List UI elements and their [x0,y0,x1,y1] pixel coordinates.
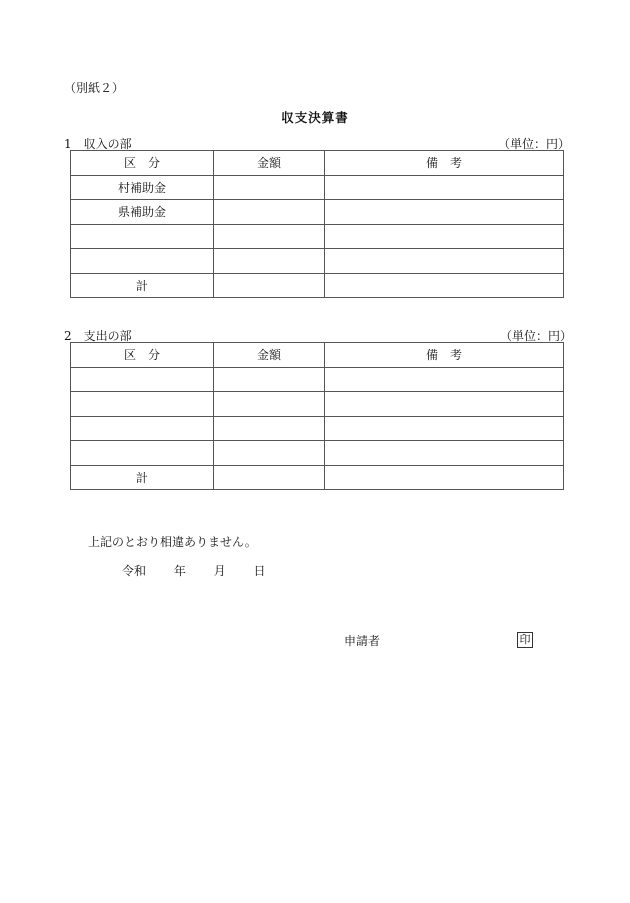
cell-remarks[interactable] [325,392,564,417]
expense-unit-label: （単位：円） [500,329,573,343]
table-row [71,392,564,417]
cell-amount[interactable] [214,175,325,200]
cell-amount[interactable] [214,200,325,225]
cell-total-remarks[interactable] [325,273,564,298]
date-line [122,562,290,579]
cell-amount[interactable] [214,249,325,274]
header-category: 区 分 [71,151,214,176]
table-total-row [71,273,564,298]
cell-amount[interactable] [214,416,325,441]
table-row [71,175,564,200]
cell-amount[interactable] [214,224,325,249]
table-row [71,367,564,392]
seal-mark: 印 [517,632,533,648]
cell-category[interactable] [71,441,214,466]
applicant-label: 申請者 [344,634,381,648]
table-row [71,416,564,441]
header-category: 区 分 [71,343,214,368]
income-table [70,150,564,298]
document-title: 収支決算書 [281,110,349,125]
cell-amount[interactable] [214,367,325,392]
date-era: 令和 [122,564,147,578]
cell-remarks[interactable] [325,200,564,225]
date-year: 年 [173,564,186,578]
table-total-row [71,465,564,490]
table-header-row [71,151,564,176]
cell-total-amount[interactable] [214,465,325,490]
attachment-label: （別紙２） [64,81,125,95]
cell-category[interactable] [71,224,214,249]
cell-total-label: 計 [71,273,214,298]
table-row [71,200,564,225]
cell-total-remarks[interactable] [325,465,564,490]
header-remarks: 備 考 [325,343,564,368]
income-unit-label: （単位：円） [498,137,571,151]
confirmation-statement: 上記のとおり相違ありません。 [88,535,257,549]
cell-remarks[interactable] [325,367,564,392]
table-row [71,249,564,274]
cell-remarks[interactable] [325,175,564,200]
cell-total-amount[interactable] [214,273,325,298]
cell-total-label: 計 [71,465,214,490]
cell-amount[interactable] [214,392,325,417]
table-row [71,441,564,466]
cell-category[interactable] [71,367,214,392]
cell-amount[interactable] [214,441,325,466]
cell-remarks[interactable] [325,249,564,274]
income-section-heading: 1 収入の部 [64,137,132,151]
cell-remarks[interactable] [325,224,564,249]
table-header-row [71,343,564,368]
cell-remarks[interactable] [325,441,564,466]
date-day: 日 [253,564,266,578]
cell-category[interactable] [71,392,214,417]
cell-category[interactable] [71,249,214,274]
date-month: 月 [213,564,226,578]
cell-category[interactable]: 県補助金 [71,200,214,225]
table-row [71,224,564,249]
expense-table [70,342,564,490]
cell-remarks[interactable] [325,416,564,441]
header-remarks: 備 考 [325,151,564,176]
cell-category[interactable] [71,416,214,441]
cell-category[interactable]: 村補助金 [71,175,214,200]
header-amount: 金額 [214,151,325,176]
expense-section-heading: 2 支出の部 [64,329,132,343]
header-amount: 金額 [214,343,325,368]
